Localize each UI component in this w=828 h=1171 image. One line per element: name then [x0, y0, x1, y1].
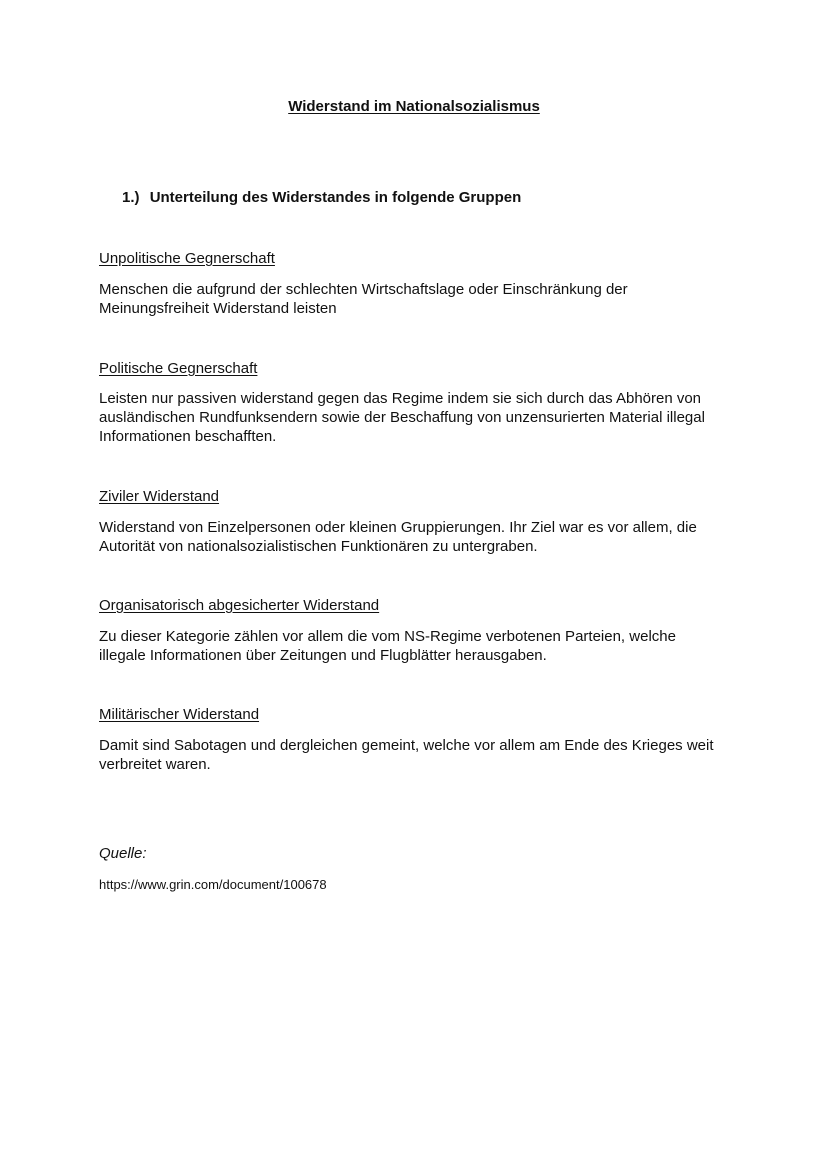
text-line: Leisten nur passiven widerstand gegen das Regime indem sie sich durch das Abhören von [99, 390, 702, 407]
text-line: illegale Informationen über Zeitungen und Flugblätter herausgaben. [99, 647, 547, 664]
section-title-ziviler-widerstand: Ziviler Widerstand [99, 488, 220, 505]
source-label: Quelle: [99, 845, 147, 862]
section-title-unpolitische-gegnerschaft: Unpolitische Gegnerschaft [99, 250, 275, 267]
section-title-militaerischer-widerstand: Militärischer Widerstand [99, 706, 260, 723]
text-line: Autorität von nationalsozialistischen Funktionären zu untergraben. [99, 538, 538, 555]
section-heading [122, 189, 521, 206]
text-line: Informationen beschafften. [99, 428, 277, 445]
heading-number: 1.) [122, 189, 140, 206]
heading-text: Unterteilung des Widerstandes in folgende Gruppen [149, 189, 522, 206]
section-text-organisatorisch-abgesicherter-widerstand [99, 627, 739, 665]
text-line: Widerstand von Einzelpersonen oder kleinen Gruppierungen. Ihr Ziel war es vor allem, die [99, 519, 697, 536]
section-text-unpolitische-gegnerschaft [99, 280, 739, 318]
text-line: Damit sind Sabotagen und dergleichen gemeint, welche vor allem am Ende des Krieges weit [99, 737, 714, 754]
section-title-politische-gegnerschaft: Politische Gegnerschaft [99, 360, 258, 377]
text-line: Meinungsfreiheit Widerstand leisten [99, 300, 337, 317]
source-url: https://www.grin.com/document/100678 [99, 877, 327, 892]
text-line: verbreitet waren. [99, 756, 211, 773]
document-title: Widerstand im Nationalsozialismus [288, 98, 540, 115]
section-title-organisatorisch-abgesicherter-widerstand: Organisatorisch abgesicherter Widerstand [99, 597, 380, 614]
text-line: ausländischen Rundfunksendern sowie der Beschaffung von unzensurierten Material illegal [99, 409, 705, 426]
section-text-militaerischer-widerstand [99, 736, 739, 774]
section-text-politische-gegnerschaft [99, 389, 739, 446]
text-line: Zu dieser Kategorie zählen vor allem die vom NS-Regime verbotenen Parteien, welche [99, 628, 676, 645]
text-line: Menschen die aufgrund der schlechten Wirtschaftslage oder Einschränkung der [99, 281, 628, 298]
section-text-ziviler-widerstand [99, 518, 739, 556]
